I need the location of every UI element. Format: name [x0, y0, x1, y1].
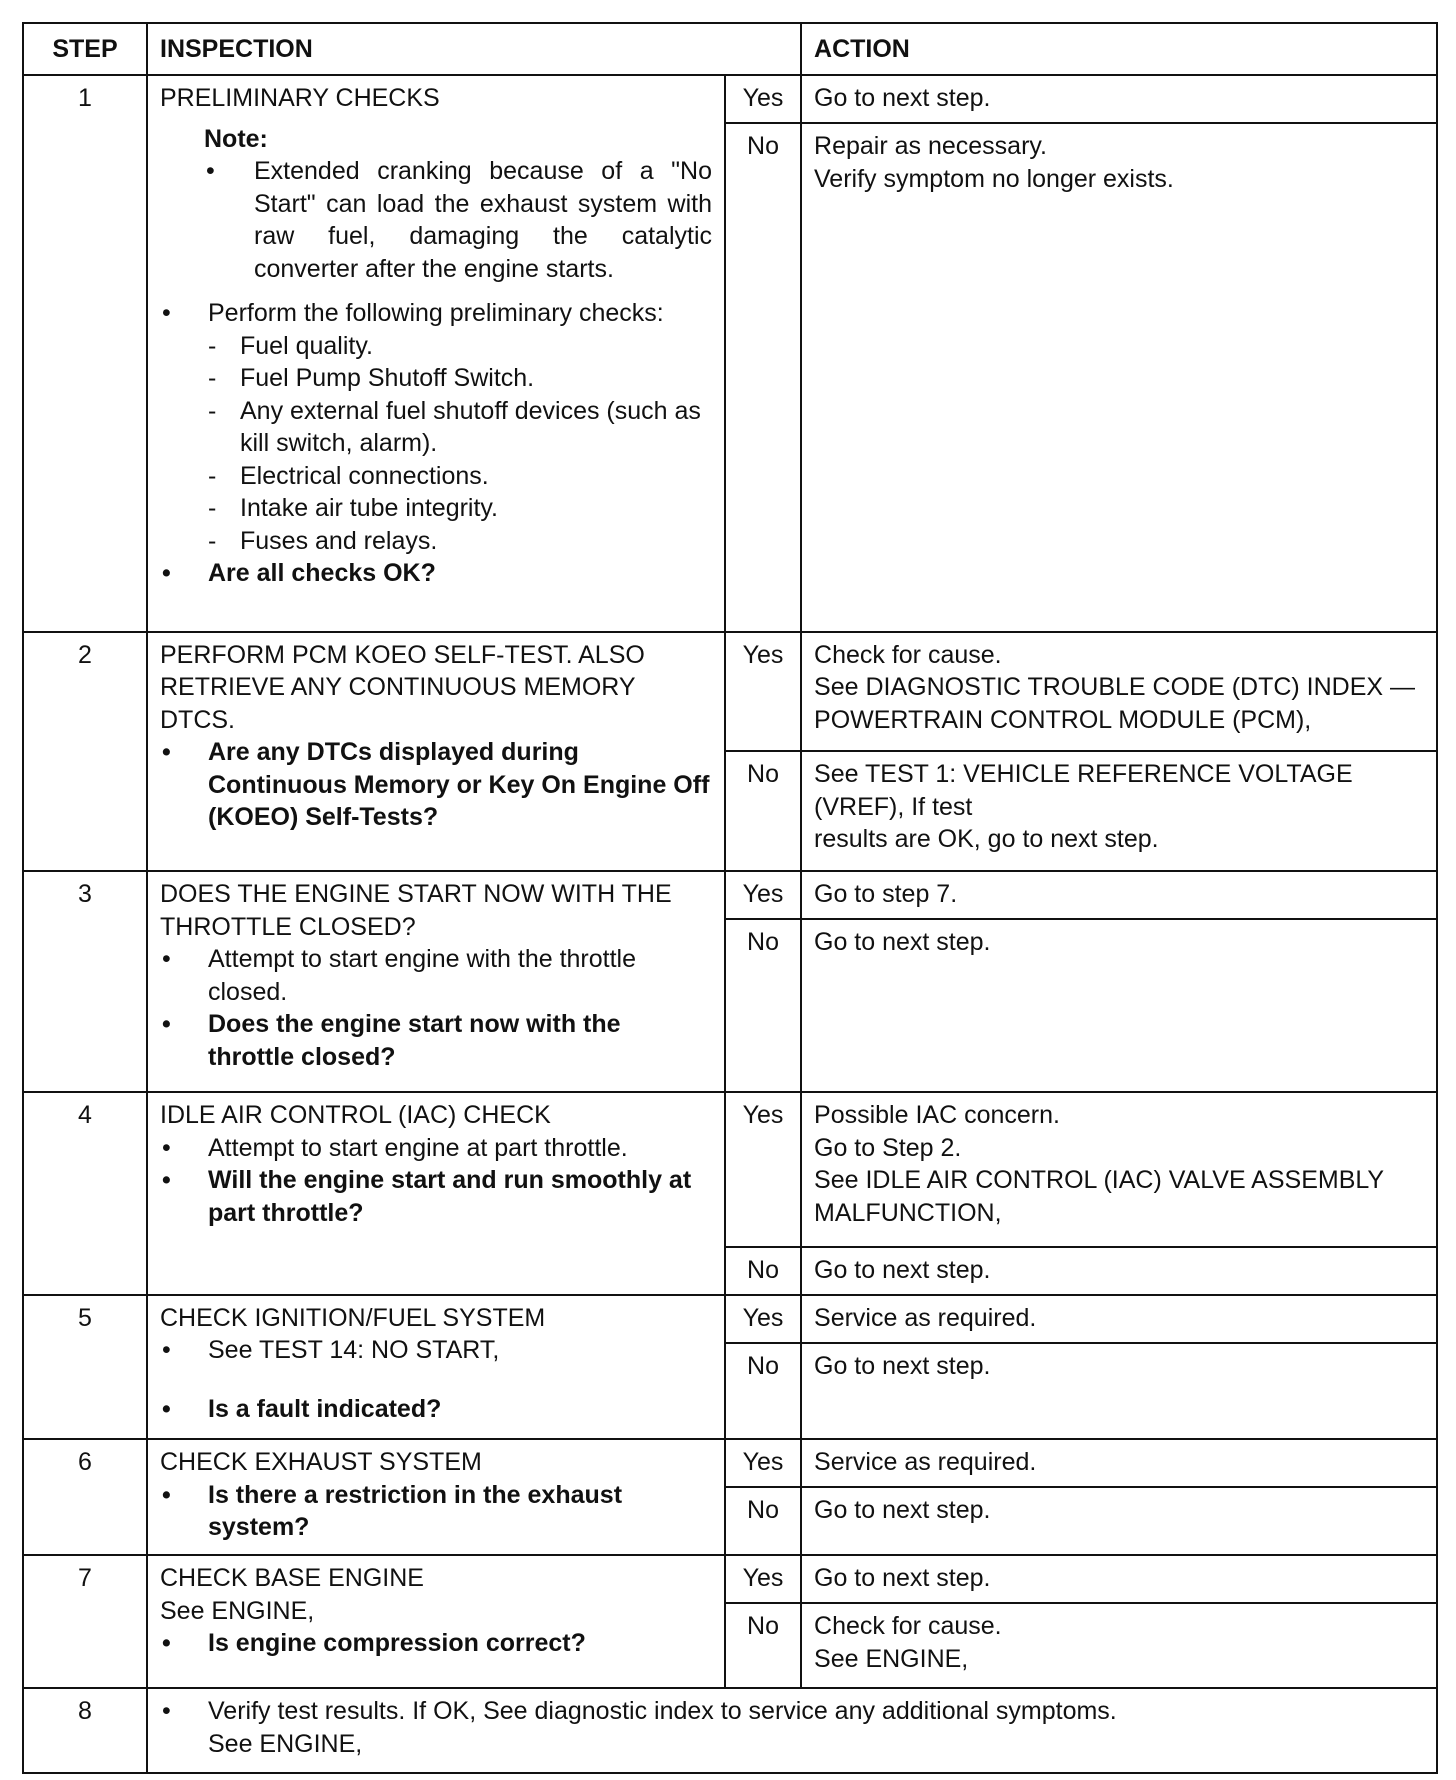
- yes-label: Yes: [725, 75, 801, 123]
- no-label: No: [725, 123, 801, 632]
- action-line: Repair as necessary.: [814, 132, 1047, 160]
- step-title: DOES THE ENGINE START NOW WITH THE THROTTLE CLOSED?: [160, 880, 672, 941]
- step-5-yes-row: [23, 1295, 1437, 1343]
- no-label: No: [725, 919, 801, 1092]
- inspection-cell: [147, 632, 725, 872]
- yes-label: Yes: [725, 871, 801, 919]
- step-title: PRELIMINARY CHECKS: [160, 84, 440, 112]
- step-number: 7: [23, 1555, 147, 1688]
- note-block: [160, 123, 712, 286]
- action-line: Go to Step 2.: [814, 1133, 962, 1162]
- yes-label: Yes: [725, 1092, 801, 1247]
- inspection-cell: [147, 75, 725, 632]
- dash-glyph: -: [208, 396, 217, 425]
- step-title: CHECK IGNITION/FUEL SYSTEM: [160, 1303, 546, 1332]
- bullet-text: Attempt to start engine at part throttle.: [208, 1133, 628, 1162]
- question-text: Is engine compression correct?: [208, 1629, 586, 1658]
- dash-glyph: -: [208, 494, 217, 522]
- no-label: No: [725, 1247, 801, 1295]
- no-action: Go to next step.: [801, 1247, 1437, 1295]
- step-number: 1: [23, 75, 147, 632]
- question-text: Does the engine start now with the throttle closed?: [208, 1010, 621, 1071]
- no-action: Go to next step.: [801, 1343, 1437, 1439]
- step-number: 3: [23, 871, 147, 1092]
- action-line: See DIAGNOSTIC TROUBLE CODE (DTC) INDEX — POWERTRAIN CONTROL MODULE (PCM),: [814, 673, 1416, 734]
- bullet-glyph: •: [206, 157, 215, 185]
- check-item: Electrical connections.: [240, 461, 489, 490]
- bullet-glyph: •: [162, 738, 171, 767]
- step-title: PERFORM PCM KOEO SELF-TEST. ALSO RETRIEVE ANY CONTINUOUS MEMORY DTCS.: [160, 640, 645, 734]
- inspection-header: INSPECTION: [147, 23, 801, 75]
- step-subtitle: See ENGINE,: [160, 1596, 315, 1625]
- bullet-glyph: •: [162, 1697, 171, 1726]
- step-header: STEP: [23, 23, 147, 75]
- inspection-cell: [147, 1555, 725, 1688]
- yes-action: Service as required.: [801, 1439, 1437, 1487]
- no-action: [801, 1603, 1437, 1688]
- dash-glyph: -: [208, 364, 217, 392]
- question-text: Are any DTCs displayed during Continuous Memory or Key On Engine Off (KOEO) Self-Tests?: [208, 738, 710, 832]
- step-4-yes-row: [23, 1092, 1437, 1247]
- bullet-text: Perform the following preliminary checks:: [208, 299, 664, 327]
- yes-label: Yes: [725, 1555, 801, 1603]
- action-line: See IDLE AIR CONTROL (IAC) VALVE ASSEMBLY MALFUNCTION,: [814, 1166, 1384, 1227]
- step-title: CHECK BASE ENGINE: [160, 1564, 424, 1593]
- question-text: Is a fault indicated?: [208, 1394, 442, 1423]
- dash-glyph: -: [208, 331, 217, 360]
- inspection-cell: [147, 1295, 725, 1439]
- yes-action: Go to next step.: [801, 1555, 1437, 1603]
- bullet-glyph: •: [162, 299, 171, 327]
- yes-action: [801, 632, 1437, 752]
- yes-label: Yes: [725, 1439, 801, 1487]
- step-number: 5: [23, 1295, 147, 1439]
- bullet-text: Attempt to start engine with the throttle closed.: [208, 945, 637, 1006]
- note-text: Extended cranking because of a "No Start" can load the exhaust system with raw fuel, damaging the catalytic converter after the engine starts.: [254, 157, 712, 283]
- yes-label: Yes: [725, 1295, 801, 1343]
- action-line: Possible IAC concern.: [814, 1101, 1060, 1130]
- no-action: Go to next step.: [801, 1487, 1437, 1555]
- check-item: Fuses and relays.: [240, 526, 438, 555]
- dash-glyph: -: [208, 526, 217, 555]
- step-number: 2: [23, 632, 147, 872]
- step-3-yes-row: [23, 871, 1437, 919]
- bullet-text: See TEST 14: NO START,: [208, 1336, 500, 1365]
- step-number: 8: [23, 1688, 147, 1773]
- question-text: Are all checks OK?: [208, 559, 436, 587]
- yes-action: Service as required.: [801, 1295, 1437, 1343]
- inspection-cell: [147, 1092, 725, 1295]
- yes-action: Go to next step.: [801, 75, 1437, 123]
- check-item: Fuel Pump Shutoff Switch.: [240, 364, 535, 392]
- step-number: 4: [23, 1092, 147, 1295]
- question-text: Will the engine start and run smoothly at part throttle?: [208, 1166, 692, 1227]
- action-line: Verify symptom no longer exists.: [814, 164, 1174, 193]
- question-text: Is there a restriction in the exhaust system?: [208, 1480, 623, 1542]
- no-label: No: [725, 1487, 801, 1555]
- bullet-glyph: •: [162, 559, 171, 587]
- step-title: CHECK EXHAUST SYSTEM: [160, 1448, 482, 1477]
- yes-action: Go to step 7.: [801, 871, 1437, 919]
- step-2-yes-row: [23, 632, 1437, 752]
- no-label: No: [725, 751, 801, 871]
- action-line: results are OK, go to next step.: [814, 825, 1159, 854]
- bullet-glyph: •: [162, 1629, 171, 1658]
- inspection-cell: [147, 871, 725, 1092]
- bullet-glyph: •: [162, 1394, 171, 1423]
- bullet-glyph: •: [162, 1010, 171, 1039]
- bullet-glyph: •: [162, 1166, 171, 1195]
- step-8-row: [23, 1688, 1437, 1773]
- no-action: [801, 123, 1437, 632]
- no-action: [801, 751, 1437, 871]
- inspection-cell: [147, 1439, 725, 1555]
- no-action: Go to next step.: [801, 919, 1437, 1092]
- step-7-yes-row: [23, 1555, 1437, 1603]
- check-item: Any external fuel shutoff devices (such as kill switch, alarm).: [240, 396, 701, 457]
- dash-glyph: -: [208, 461, 217, 490]
- bullet-glyph: •: [162, 1336, 171, 1365]
- yes-label: Yes: [725, 632, 801, 752]
- bullet-glyph: •: [162, 1133, 171, 1162]
- yes-action: [801, 1092, 1437, 1247]
- step-title: IDLE AIR CONTROL (IAC) CHECK: [160, 1101, 551, 1130]
- step-number: 6: [23, 1439, 147, 1555]
- action-line: See ENGINE,: [814, 1644, 969, 1673]
- bullet-glyph: •: [162, 1480, 171, 1509]
- step-1-yes-row: [23, 75, 1437, 123]
- check-item: Fuel quality.: [240, 331, 373, 360]
- action-line: Check for cause.: [814, 1612, 1002, 1641]
- step-6-yes-row: [23, 1439, 1437, 1487]
- action-header: ACTION: [801, 23, 1437, 75]
- final-text: Verify test results. If OK, See diagnostic index to service any additional symptoms.: [208, 1697, 1117, 1726]
- action-line: See TEST 1: VEHICLE REFERENCE VOLTAGE (VREF), If test: [814, 760, 1353, 821]
- action-line: Check for cause.: [814, 640, 1002, 669]
- no-label: No: [725, 1343, 801, 1439]
- final-text: See ENGINE,: [208, 1729, 363, 1758]
- check-item: Intake air tube integrity.: [240, 494, 499, 522]
- bullet-glyph: •: [162, 945, 171, 974]
- note-title: Note:: [204, 124, 268, 153]
- diagnostic-table: [22, 22, 1438, 1774]
- no-label: No: [725, 1603, 801, 1688]
- header-row: [23, 23, 1437, 75]
- final-step-cell: [147, 1688, 1437, 1773]
